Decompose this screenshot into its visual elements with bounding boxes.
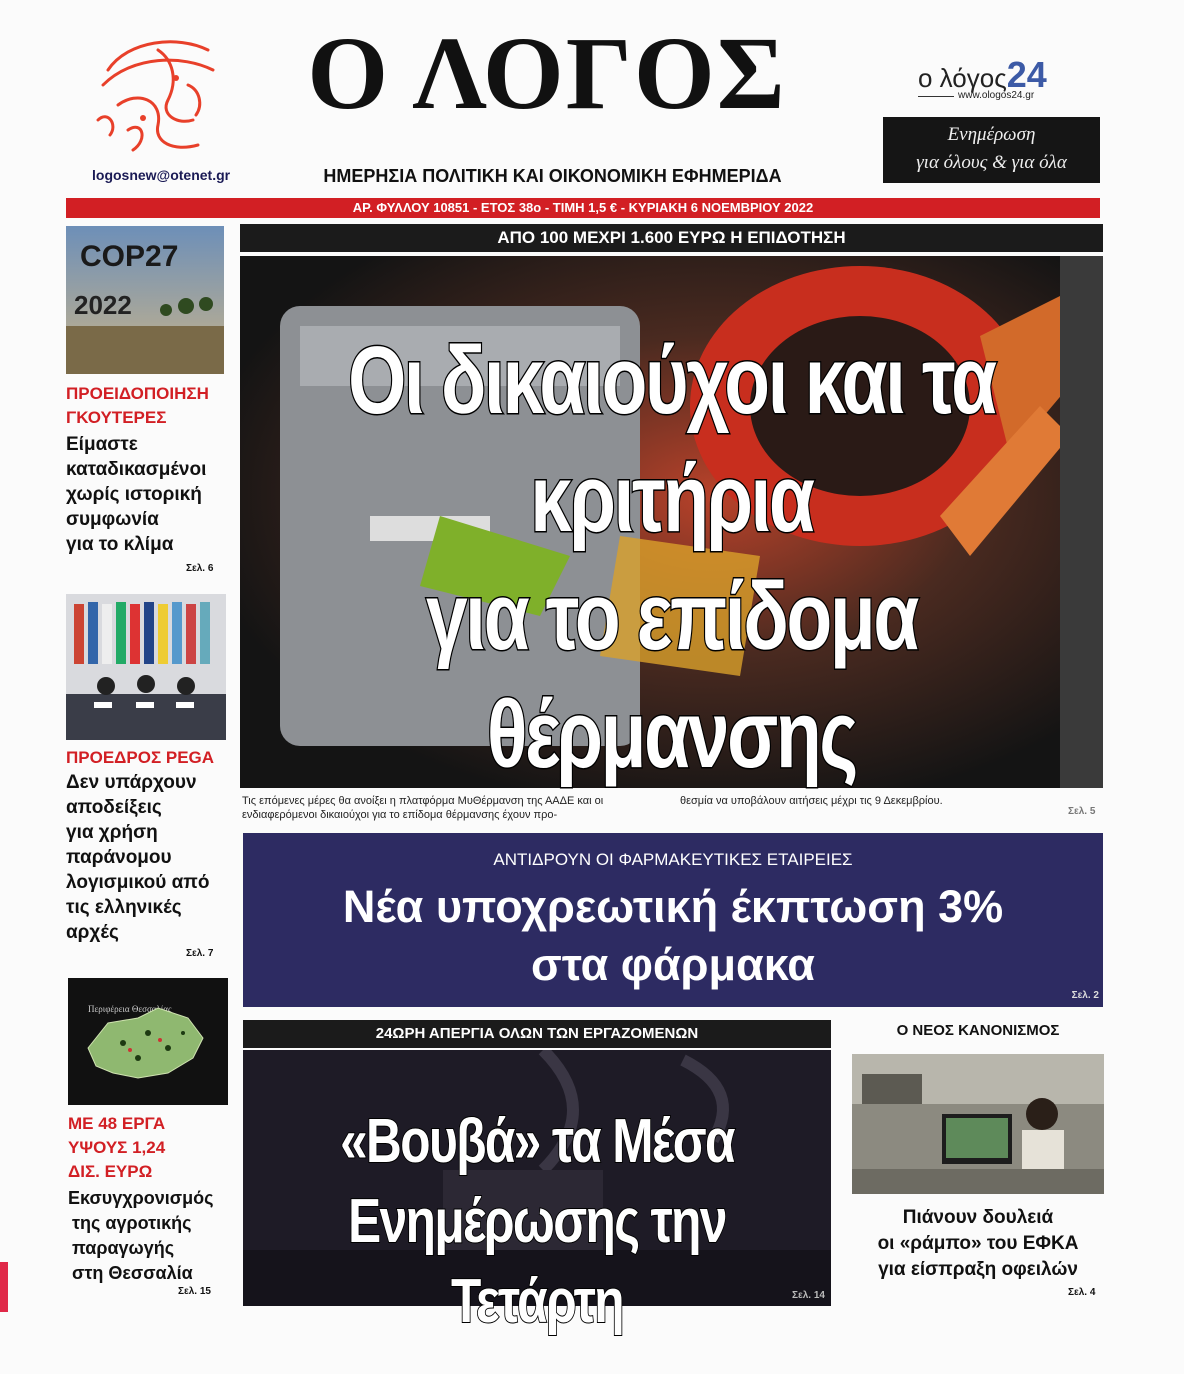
pega-photo [66, 594, 226, 740]
story2-line: παράνομου [66, 847, 172, 868]
story3-line: παραγωγής [72, 1238, 175, 1258]
story3-kicker-line2: ΥΨΟΥΣ 1,24 [68, 1138, 166, 1157]
ologos24-rule [918, 96, 954, 97]
newspaper-subtitle: ΗΜΕΡΗΣΙΑ ΠΟΛΙΤΙΚΗ ΚΑΙ ΟΙΚΟΝΟΜΙΚΗ ΕΦΗΜΕΡΙΔΑ [323, 166, 782, 186]
pharma-box[interactable] [243, 833, 1103, 1007]
efka-headline[interactable] [852, 1205, 1104, 1283]
efka-page: Σελ. 4 [1068, 1287, 1096, 1298]
svg-text:2022: 2022 [74, 290, 132, 320]
ologos24-text: ο λόγος [918, 63, 1007, 93]
efka-line: Πιάνουν δουλειά [902, 1207, 1054, 1228]
lead-headline-line1: Οι δικαιούχοι και τα κριτήρια [348, 327, 995, 552]
contact-email: logosnew@otenet.gr [92, 167, 231, 183]
story1-page: Σελ. 6 [186, 563, 214, 574]
cop27-photo [66, 226, 224, 374]
story2-line: αρχές [66, 922, 119, 943]
story2-line: αποδείξεις [66, 797, 162, 818]
story1-line: χωρίς ιστορική [66, 484, 202, 505]
pharma-headline [243, 878, 1103, 994]
ologos24-url: www.ologos24.gr [958, 90, 1035, 101]
story2-kicker: ΠΡΟΕΔΡΟΣ PEGA [66, 748, 215, 767]
story1-line: Είμαστε [66, 434, 138, 455]
pharma-page: Σελ. 2 [1071, 990, 1099, 1001]
pharma-headline-line1: Νέα υποχρεωτική έκπτωση 3% [342, 881, 1004, 932]
lead-page: Σελ. 5 [1068, 806, 1096, 817]
story3-kicker-line3: ΔΙΣ. ΕΥΡΩ [68, 1162, 153, 1181]
story1-kicker-line2: ΓΚΟΥΤΕΡΕΣ [66, 408, 167, 427]
page-edge-marker [0, 1262, 8, 1312]
lead-headline[interactable] [335, 322, 1008, 794]
thessaly-map [68, 978, 228, 1105]
issue-info-bar: ΑΡ. ΦΥΛΛΟΥ 10851 - ΕΤΟΣ 38ο - ΤΙΜΗ 1,5 € - ΚΥΡΙΑΚΗ 6 ΝΟΕΜΒΡΙΟΥ 2022 [66, 198, 1100, 218]
story2-page: Σελ. 7 [186, 948, 214, 959]
efka-kicker: Ο ΝΕΟΣ ΚΑΝΟΝΙΣΜΟΣ [896, 1022, 1060, 1039]
story3-kicker [68, 1112, 165, 1184]
strike-headline-line2: Ενημέρωσης την Τετάρτη [348, 1187, 726, 1336]
pharma-kicker: ΑΝΤΙΔΡΟΥΝ ΟΙ ΦΑΡΜΑΚΕΥΤΙΚΕΣ ΕΤΑΙΡΕΙΕΣ [493, 850, 853, 869]
story1-kicker-line1: ΠΡΟΕΙΔΟΠΟΙΗΣΗ [66, 384, 209, 403]
story2-line: λογισμικού από [66, 872, 210, 893]
newspaper-title: Ο ΛΟΓΟΣ [307, 16, 787, 131]
efka-photo [852, 1054, 1104, 1194]
story3-line: της αγροτικής [72, 1213, 192, 1233]
strike-headline-line1: «Βουβά» τα Μέσα [340, 1107, 734, 1176]
tagline-line2: για όλους & για όλα [916, 152, 1067, 173]
lead-caption-left: Τις επόμενες μέρες θα ανοίξει η πλατφόρμα ΜυΘέρμανση της ΑΑΔΕ και οι ενδιαφερόμενοι δικαιούχοι για το επίδομα θέρμανσης έχουν προ- [242, 795, 604, 821]
story1-line: καταδικασμένοι [66, 459, 207, 480]
story1-kicker [66, 382, 209, 430]
map-label: Περιφέρεια Θεσσαλίας [88, 1004, 172, 1014]
story3-page: Σελ. 15 [178, 1286, 211, 1297]
tagline-box [883, 117, 1100, 183]
lead-caption-right: θεσμία να υποβάλουν αιτήσεις μέχρι τις 9 Δεκεμβρίου. [680, 795, 943, 807]
tagline-line1: Ενημέρωση [947, 124, 1036, 145]
story3-line: Εκσυγχρονισμός [68, 1188, 214, 1208]
logo-illustration [88, 30, 228, 160]
lead-kicker: ΑΠΟ 100 ΜΕΧΡΙ 1.600 ΕΥΡΩ Η ΕΠΙΔΟΤΗΣΗ [240, 224, 1103, 252]
story1-line: για το κλίμα [66, 534, 174, 555]
svg-text:COP27: COP27 [80, 240, 179, 273]
pharma-headline-line2: στα φάρμακα [531, 939, 815, 990]
story2-line: Δεν υπάρχουν [66, 772, 197, 793]
lead-headline-line2: για το επίδομα θέρμανσης [425, 563, 918, 788]
strike-page: Σελ. 14 [792, 1290, 825, 1301]
efka-line: οι «ράμπο» του ΕΦΚΑ [877, 1233, 1079, 1254]
story2-headline[interactable] [66, 770, 209, 945]
story1-headline[interactable] [66, 432, 206, 557]
story1-line: συμφωνία [66, 509, 159, 530]
strike-kicker: 24ΩΡΗ ΑΠΕΡΓΙΑ ΟΛΩΝ ΤΩΝ ΕΡΓΑΖΟΜΕΝΩΝ [243, 1020, 831, 1048]
story2-line: για χρήση [66, 822, 158, 843]
story3-headline[interactable] [68, 1186, 213, 1286]
ologos24-number: 24 [1006, 54, 1047, 95]
story3-kicker-line1: ΜΕ 48 ΕΡΓΑ [68, 1114, 166, 1133]
story2-line: τις ελληνικές [66, 897, 182, 918]
strike-headline[interactable] [302, 1102, 772, 1342]
story3-line: στη Θεσσαλία [72, 1263, 193, 1283]
efka-line: για είσπραξη οφειλών [878, 1259, 1078, 1280]
